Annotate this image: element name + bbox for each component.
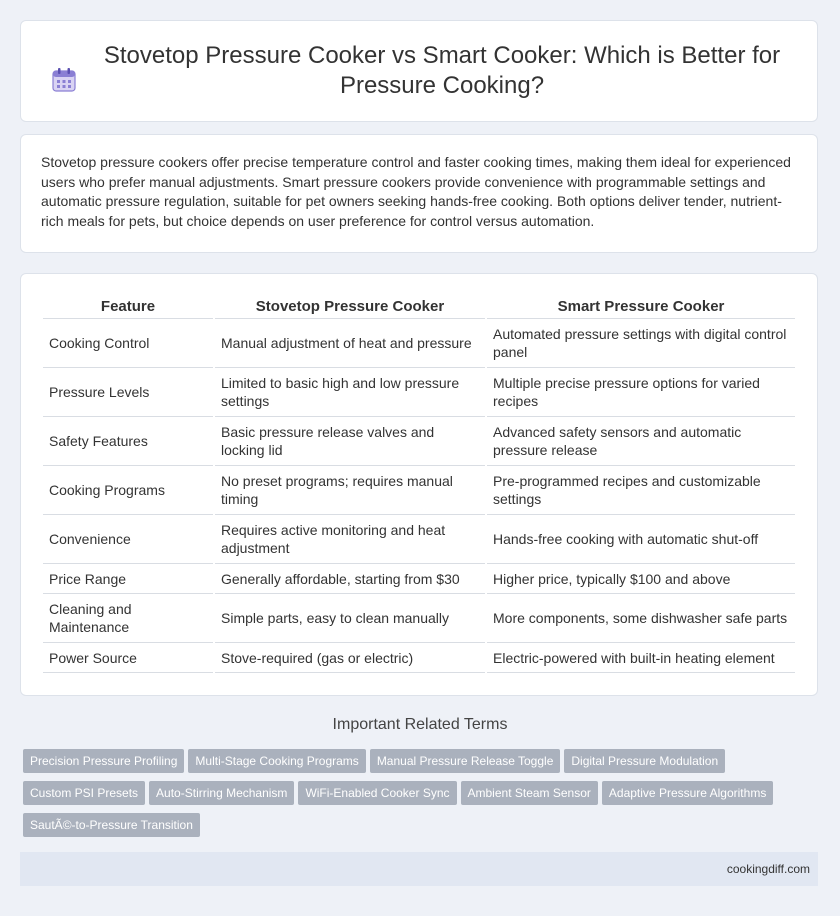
feature-cell: Cleaning and Maintenance (43, 594, 213, 643)
intro-text: Stovetop pressure cookers offer precise temperature control and faster cooking times, making them ideal for experienced users who prefer manual adjustments. Smart pressure cookers provide convenience with programmable settings and automatic pressure regulation, suitable for pet owners seeking hands-free cooking. Both options deliver tender, nutrient-rich meals for pets, but choice depends on user preference for control versus automation. (41, 154, 791, 229)
stovetop-cell: Basic pressure release valves and locking lid (215, 417, 485, 466)
title-wrap (49, 41, 789, 101)
page-title: Stovetop Pressure Cooker vs Smart Cooker: Which is Better for Pressure Cooking? (103, 42, 781, 99)
table-row (43, 564, 795, 594)
smart-cell: Multiple precise pressure options for varied recipes (487, 368, 795, 417)
table-row (43, 368, 795, 417)
stovetop-cell: Limited to basic high and low pressure settings (215, 368, 485, 417)
calendar-icon (51, 67, 77, 93)
feature-cell: Safety Features (43, 417, 213, 466)
smart-cell: Pre-programmed recipes and customizable settings (487, 466, 795, 515)
stovetop-cell: Simple parts, easy to clean manually (215, 594, 485, 643)
smart-cell: Hands-free cooking with automatic shut-off (487, 515, 795, 564)
stovetop-cell: Manual adjustment of heat and pressure (215, 319, 485, 368)
comparison-card (20, 273, 818, 696)
related-tag[interactable]: Ambient Steam Sensor (461, 781, 598, 805)
comparison-table (41, 294, 797, 673)
related-tag[interactable]: Multi-Stage Cooking Programs (188, 749, 365, 773)
table-row (43, 643, 795, 673)
stovetop-cell: Stove-required (gas or electric) (215, 643, 485, 673)
footer (20, 852, 818, 886)
feature-cell: Cooking Programs (43, 466, 213, 515)
table-header-row (43, 294, 795, 319)
feature-cell: Power Source (43, 643, 213, 673)
table-row (43, 417, 795, 466)
smart-cell: More components, some dishwasher safe parts (487, 594, 795, 643)
header-feature: Feature (43, 294, 213, 319)
table-row (43, 515, 795, 564)
table-row (43, 466, 795, 515)
related-tag[interactable]: Auto-Stirring Mechanism (149, 781, 294, 805)
intro-card (20, 134, 818, 253)
stovetop-cell: Requires active monitoring and heat adjustment (215, 515, 485, 564)
feature-cell: Price Range (43, 564, 213, 594)
header-smart: Smart Pressure Cooker (487, 294, 795, 319)
stovetop-cell: No preset programs; requires manual timing (215, 466, 485, 515)
header-stovetop: Stovetop Pressure Cooker (215, 294, 485, 319)
title-card (20, 20, 818, 122)
related-tags (23, 749, 813, 845)
smart-cell: Higher price, typically $100 and above (487, 564, 795, 594)
smart-cell: Electric-powered with built-in heating element (487, 643, 795, 673)
stovetop-cell: Generally affordable, starting from $30 (215, 564, 485, 594)
related-tag[interactable]: Custom PSI Presets (23, 781, 145, 805)
smart-cell: Advanced safety sensors and automatic pressure release (487, 417, 795, 466)
related-tag[interactable]: SautÃ©-to-Pressure Transition (23, 813, 200, 837)
feature-cell: Pressure Levels (43, 368, 213, 417)
related-tag[interactable]: Manual Pressure Release Toggle (370, 749, 561, 773)
related-terms-title: Important Related Terms (332, 716, 508, 733)
related-tag[interactable]: WiFi-Enabled Cooker Sync (298, 781, 456, 805)
table-row (43, 594, 795, 643)
footer-site[interactable]: cookingdiff.com (726, 862, 810, 876)
smart-cell: Automated pressure settings with digital control panel (487, 319, 795, 368)
table-row (43, 319, 795, 368)
feature-cell: Convenience (43, 515, 213, 564)
related-tag[interactable]: Digital Pressure Modulation (564, 749, 725, 773)
feature-cell: Cooking Control (43, 319, 213, 368)
related-tag[interactable]: Adaptive Pressure Algorithms (602, 781, 773, 805)
related-tag[interactable]: Precision Pressure Profiling (23, 749, 184, 773)
